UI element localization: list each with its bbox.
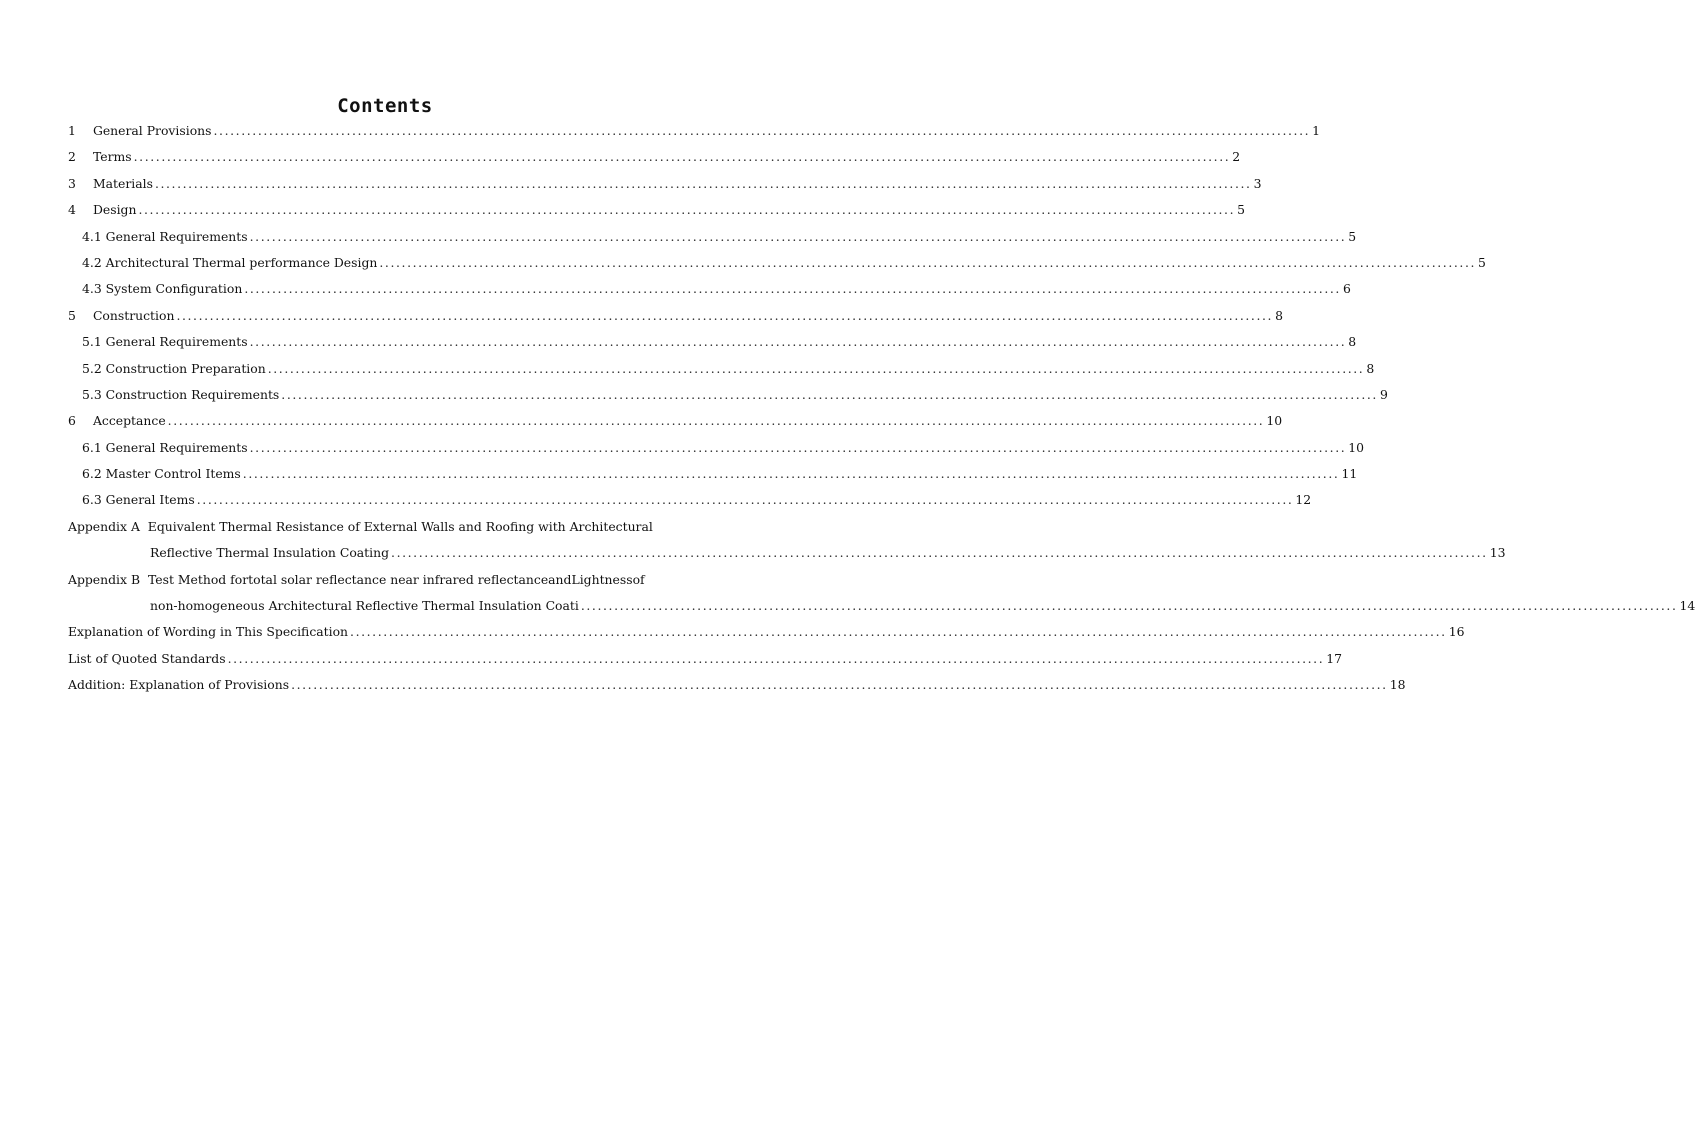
table-of-contents <box>68 121 1695 702</box>
toc-entry-appendix-a[interactable] <box>68 517 701 543</box>
dot-leader: ...................................................................................................................................................................................................... <box>227 650 1325 666</box>
dot-leader: ...................................................................................................................................................................................................... <box>379 254 1477 270</box>
dot-leader: ...................................................................................................................................................................................................... <box>167 413 1265 429</box>
toc-entry-label: non-homogeneous Architectural Reflective Thermal Insulation Coati <box>150 598 579 614</box>
toc-page-number: 8 <box>1275 307 1283 323</box>
dot-leader: ...................................................................................................................................................................................................... <box>249 228 1347 244</box>
toc-entry[interactable] <box>68 200 1246 226</box>
toc-entry-label: List of Quoted Standards <box>68 650 226 666</box>
toc-entry[interactable] <box>68 649 1343 675</box>
toc-page-number: 11 <box>1341 466 1358 482</box>
toc-entry-label: 5.1 General Requirements <box>82 334 248 350</box>
dot-leader: ...................................................................................................................................................................................................... <box>176 307 1274 323</box>
toc-entry-appendix-b-continued[interactable] <box>68 596 1695 622</box>
toc-entry-label: 5.3 Construction Requirements <box>82 386 280 402</box>
toc-page-number: 1 <box>1312 123 1321 138</box>
toc-entry[interactable] <box>68 306 1283 332</box>
toc-entry-label: 2 Terms <box>68 149 132 165</box>
dot-leader: ...................................................................................................................................................................................................... <box>580 598 1678 614</box>
dot-leader: ...................................................................................................................................................................................................... <box>281 386 1378 402</box>
toc-entry[interactable] <box>68 332 1357 358</box>
toc-entry[interactable] <box>68 359 1375 385</box>
toc-entry[interactable] <box>68 253 1486 279</box>
toc-page-number: 17 <box>1326 650 1343 666</box>
toc-page-number: 2 <box>1232 149 1241 165</box>
toc-page-number: 10 <box>1348 439 1365 455</box>
toc-entry-label: 5.2 Construction Preparation <box>82 360 266 376</box>
toc-entry[interactable] <box>68 411 1283 437</box>
toc-entry[interactable] <box>68 490 1312 516</box>
toc-entry[interactable] <box>68 279 1351 305</box>
toc-page-number: 10 <box>1266 413 1283 429</box>
toc-page-number: 3 <box>1253 175 1262 191</box>
dot-leader: ...................................................................................................................................................................................................... <box>249 334 1347 350</box>
dot-leader: ...................................................................................................................................................................................................... <box>213 123 1311 138</box>
toc-entry-label: Appendix A Equivalent Thermal Resistance of External Walls and Roofing with Architectural <box>68 518 653 534</box>
dot-leader: ...................................................................................................................................................................................................... <box>242 466 1340 482</box>
toc-page-number: 9 <box>1379 386 1388 402</box>
toc-page-number: 16 <box>1448 624 1465 640</box>
toc-entry[interactable] <box>68 121 1321 147</box>
page-title: Contents <box>337 95 433 117</box>
toc-entry-label: 5 Construction <box>68 307 175 323</box>
dot-leader: ...................................................................................................................................................................................................... <box>350 624 1447 640</box>
toc-entry[interactable] <box>68 675 1406 701</box>
toc-page-number: 8 <box>1348 334 1357 350</box>
dot-leader: ...................................................................................................................................................................................................... <box>291 677 1388 693</box>
toc-page-number: 13 <box>1489 545 1506 561</box>
dot-leader: ...................................................................................................................................................................................................... <box>154 175 1252 191</box>
toc-entry-label: Explanation of Wording in This Specification <box>68 624 349 640</box>
toc-entry-label: Reflective Thermal Insulation Coating <box>150 545 390 561</box>
toc-entry[interactable] <box>68 174 1262 200</box>
toc-page-number: 12 <box>1295 492 1312 508</box>
dot-leader: ...................................................................................................................................................................................................... <box>138 202 1236 218</box>
toc-page-number: 5 <box>1478 254 1486 270</box>
toc-entry-label: 4 Design <box>68 202 137 218</box>
dot-leader: ...................................................................................................................................................................................................... <box>267 360 1365 376</box>
dot-leader: ...................................................................................................................................................................................................... <box>244 281 1341 297</box>
toc-entry-label: 6.2 Master Control Items <box>82 466 241 482</box>
toc-entry-label: 1 General Provisions <box>68 123 212 138</box>
toc-entry-label: 3 Materials <box>68 175 153 191</box>
toc-page-number: 14 <box>1679 598 1695 614</box>
dot-leader: ...................................................................................................................................................................................................... <box>196 492 1294 508</box>
toc-page-number: 8 <box>1366 360 1375 376</box>
toc-entry-label: 4.3 System Configuration <box>82 281 243 297</box>
toc-page-number: 6 <box>1342 281 1351 297</box>
dot-leader: ...................................................................................................................................................................................................... <box>391 545 1488 561</box>
toc-entry-label: 6.3 General Items <box>82 492 195 508</box>
dot-leader: ...................................................................................................................................................................................................... <box>133 149 1231 165</box>
toc-entry-label: Addition: Explanation of Provisions <box>68 677 290 693</box>
toc-entry-label: 4.1 General Requirements <box>82 228 248 244</box>
toc-entry[interactable] <box>68 438 1365 464</box>
toc-entry[interactable] <box>68 622 1465 648</box>
toc-entry-label: 6 Acceptance <box>68 413 166 429</box>
toc-page-number: 18 <box>1389 677 1406 693</box>
toc-entry[interactable] <box>68 385 1388 411</box>
toc-page-number: 5 <box>1237 202 1246 218</box>
toc-entry-appendix-a-continued[interactable] <box>68 543 1506 569</box>
toc-entry-label: 6.1 General Requirements <box>82 439 248 455</box>
toc-entry[interactable] <box>68 464 1358 490</box>
toc-entry[interactable] <box>68 147 1241 173</box>
toc-entry-label: Appendix B Test Method fortotal solar reflectance near infrared reflectanceandLightnessof <box>68 571 645 587</box>
toc-page-number: 5 <box>1348 228 1357 244</box>
toc-entry[interactable] <box>68 227 1357 253</box>
toc-entry-label: 4.2 Architectural Thermal performance Design <box>82 254 378 270</box>
toc-entry-appendix-b[interactable] <box>68 570 701 596</box>
dot-leader: ...................................................................................................................................................................................................... <box>249 439 1347 455</box>
